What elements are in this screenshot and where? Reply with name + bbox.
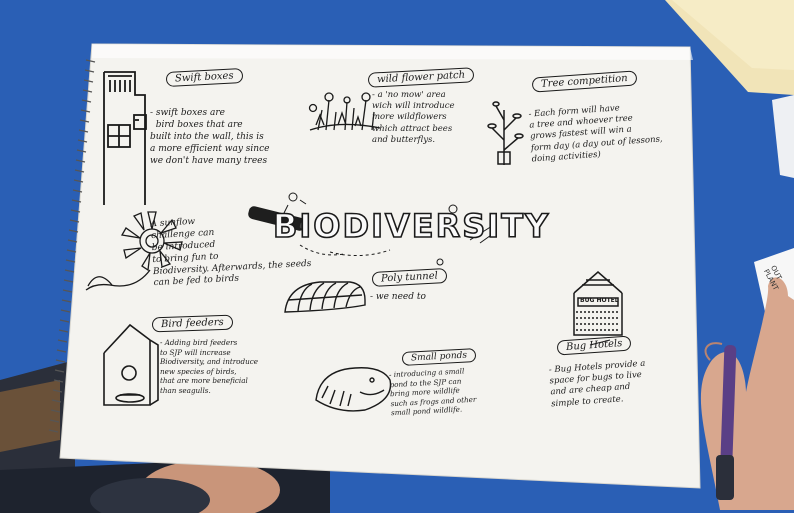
wildflower-body: - a 'no mow' area wich will introduce more wildflowers which attract bees and butterflys. — [372, 90, 455, 145]
polytunnel-heading: Poly tunnel — [372, 268, 448, 287]
wildflower-heading: wild flower patch — [368, 67, 475, 88]
bug-hotel-sign: BUG HOTEL — [580, 297, 619, 304]
bug-hotels-heading: Bug Hotels — [557, 335, 632, 355]
tree-heading: Tree competition — [532, 70, 638, 92]
bug-hotels-body: - Bug Hotels provide a space for bugs to live and are cheap and simple to create. — [548, 358, 646, 409]
poster-title: BIODIVERSITY — [273, 207, 551, 245]
sunflower-body: A sunflow challenge can be introduced to bring fun to Biodiversity. Afterwards, the seeds can be fed to birds — [150, 216, 312, 289]
bird-feeders-heading: Bird feeders — [152, 315, 233, 333]
polytunnel-body: - we need to — [370, 292, 426, 302]
small-ponds-body: - introducing a small pond to the SJP can bring more wildlife such as frogs and other small pond wildlife. — [388, 366, 477, 418]
bird-feeders-body: - Adding bird feeders to SJP will increase Biodiversity, and introduce new species of birds, that are more beneficial than seagulls. — [160, 338, 258, 395]
swift-boxes-body: - swift boxes are bird boxes that are built into the wall, this is a more efficient way since we don't have many trees — [150, 108, 270, 166]
tree-body: - Each form will have a tree and whoever tree grows fastest will win a form day (a day out of lessons, doing activities) — [528, 103, 663, 165]
swift-boxes-heading: Swift boxes — [166, 68, 243, 87]
small-ponds-heading: Small ponds — [402, 348, 477, 366]
background-paper-tag: OUT PLANT — [761, 264, 784, 292]
